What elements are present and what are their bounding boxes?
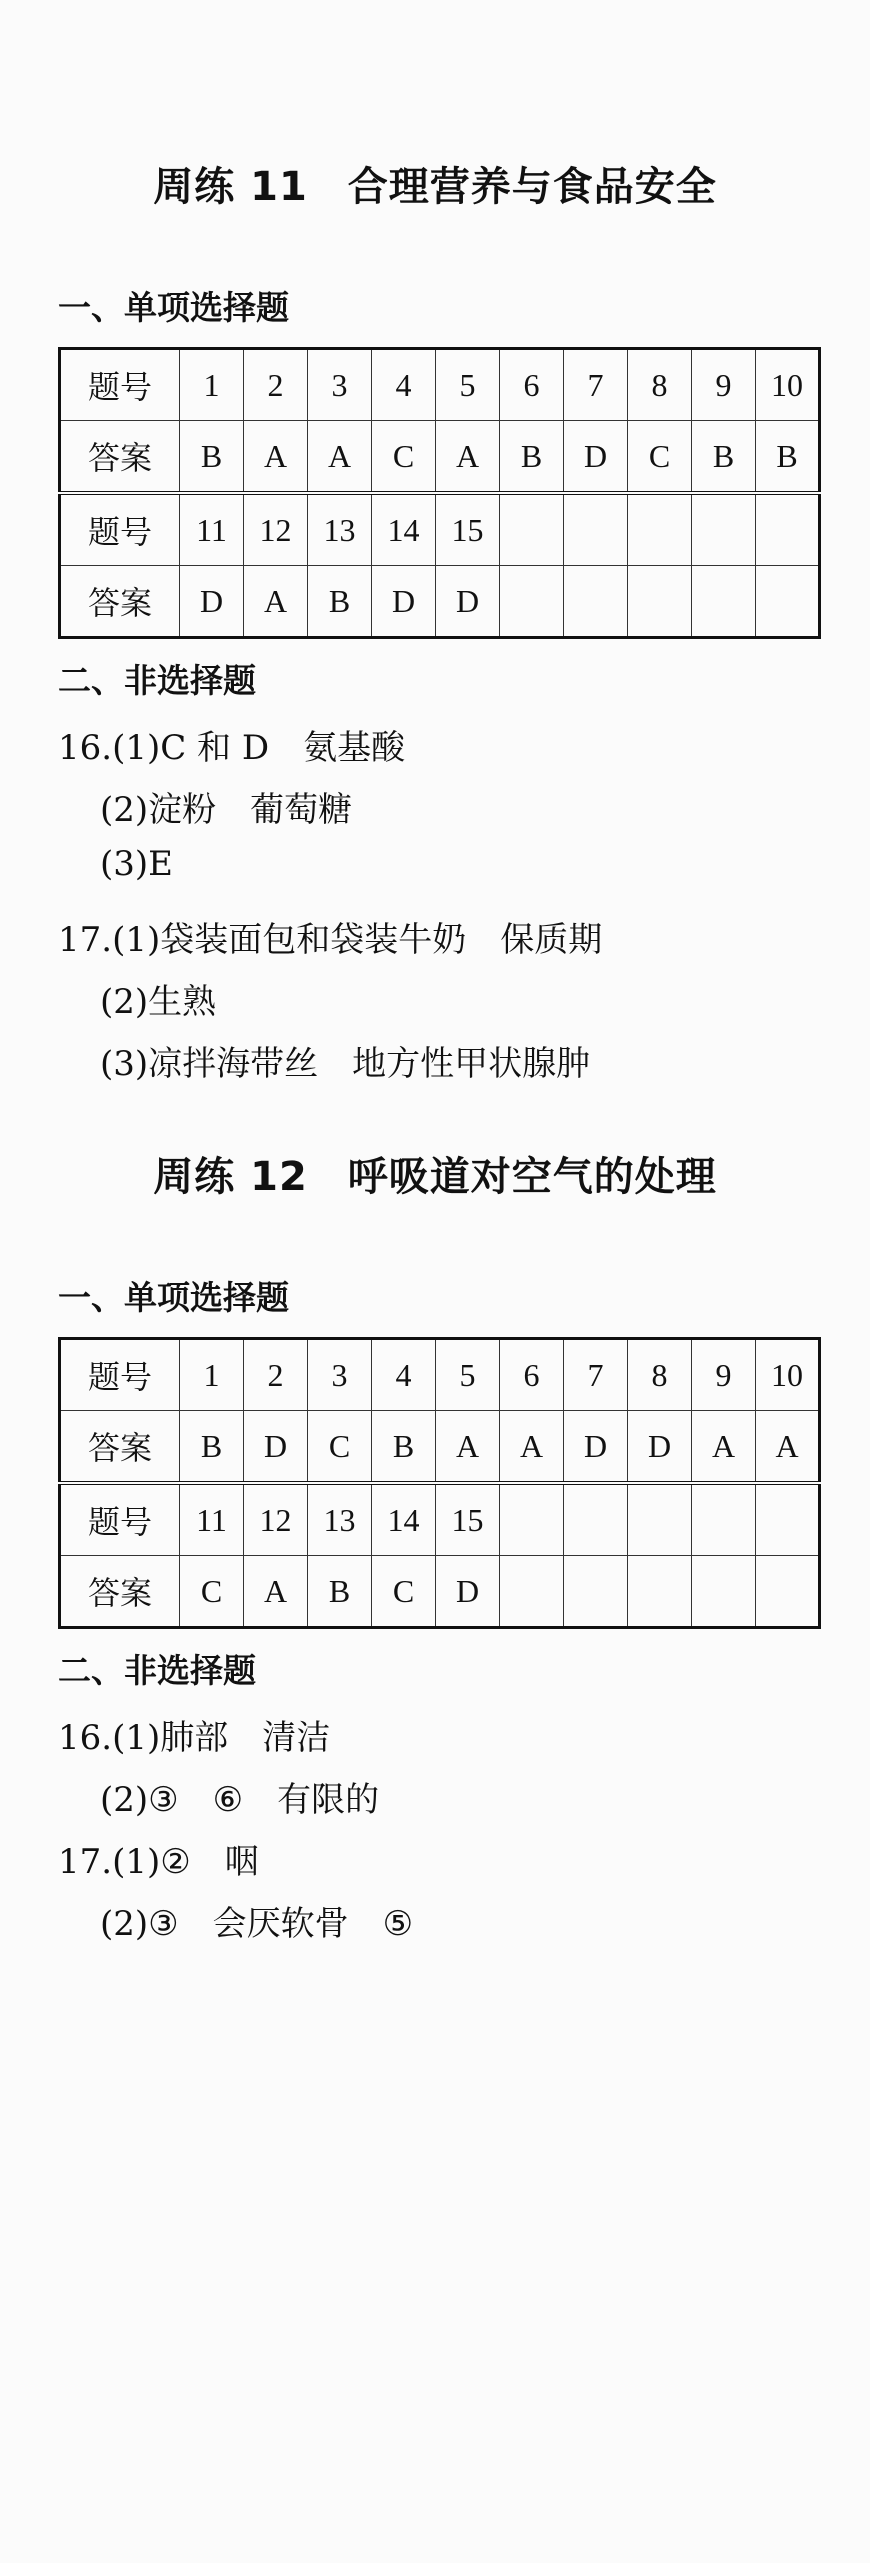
question-number-cell: 12 — [244, 1483, 308, 1556]
table-row — [60, 1339, 820, 1411]
week-12-mc-heading: 一、单项选择题 — [58, 1278, 289, 1317]
question-label: 17.(1) — [58, 920, 161, 960]
answer-text: ③ — [148, 1904, 179, 1944]
answer-line — [58, 1710, 330, 1759]
answer-cell: A — [244, 1556, 308, 1628]
question-number-cell: 9 — [692, 349, 756, 421]
answer-cell: C — [180, 1556, 244, 1628]
question-number-cell: 14 — [372, 1483, 436, 1556]
row-header-question-number: 题号 — [60, 1339, 180, 1411]
answer-text: 氨基酸 — [303, 728, 406, 768]
answer-cell: D — [436, 566, 500, 638]
week-12-number: 周练 12 — [153, 1154, 308, 1200]
question-number-cell — [756, 1483, 820, 1556]
question-label: (2) — [100, 790, 149, 830]
answer-cell — [628, 1556, 692, 1628]
question-label: 16.(1) — [58, 728, 161, 768]
answer-cell: B — [180, 1411, 244, 1484]
answer-cell — [756, 1556, 820, 1628]
question-number-cell — [628, 1483, 692, 1556]
answer-text: ⑤ — [382, 1904, 414, 1944]
table-row — [60, 349, 820, 421]
question-number-cell: 5 — [436, 1339, 500, 1411]
table-row — [60, 1411, 820, 1484]
answer-cell: D — [436, 1556, 500, 1628]
answer-cell — [628, 566, 692, 638]
answer-line — [58, 1834, 259, 1883]
question-number-cell: 13 — [308, 1483, 372, 1556]
question-number-cell: 10 — [756, 349, 820, 421]
answer-cell: D — [564, 421, 628, 494]
question-label: (3) — [100, 1044, 149, 1084]
question-number-cell: 8 — [628, 349, 692, 421]
row-header-answer: 答案 — [60, 1411, 180, 1484]
answer-cell: C — [372, 1556, 436, 1628]
answer-cell: D — [564, 1411, 628, 1484]
answer-cell — [692, 566, 756, 638]
answer-text: ⑥ — [212, 1780, 244, 1820]
answer-text: 会厌软骨 — [212, 1904, 349, 1944]
question-number-cell: 7 — [564, 349, 628, 421]
row-header-question-number: 题号 — [60, 349, 180, 421]
answer-text: 肺部 — [160, 1718, 229, 1758]
answer-cell: B — [692, 421, 756, 494]
answer-cell: D — [180, 566, 244, 638]
table-row — [60, 566, 820, 638]
answer-cell: B — [308, 566, 372, 638]
question-number-cell: 15 — [436, 1483, 500, 1556]
week-11-number: 周练 11 — [153, 164, 308, 210]
answer-line — [100, 844, 173, 884]
answer-text: 凉拌海带丝 — [148, 1044, 319, 1084]
answer-cell — [500, 566, 564, 638]
week-11-title — [0, 155, 870, 212]
answer-cell: A — [500, 1411, 564, 1484]
answer-cell: C — [628, 421, 692, 494]
answer-cell: A — [244, 421, 308, 494]
answer-text: 地方性甲状腺肿 — [352, 1044, 591, 1084]
question-number-cell — [756, 493, 820, 566]
table-row — [60, 493, 820, 566]
question-number-cell: 12 — [244, 493, 308, 566]
week-12-topic: 呼吸道对空气的处理 — [347, 1154, 717, 1200]
answer-cell: A — [244, 566, 308, 638]
row-header-answer: 答案 — [60, 1556, 180, 1628]
question-label: (2) — [100, 982, 149, 1022]
answer-text: 保质期 — [500, 920, 603, 960]
question-number-cell — [500, 1483, 564, 1556]
answer-cell: C — [372, 421, 436, 494]
question-number-cell — [692, 493, 756, 566]
row-header-answer: 答案 — [60, 566, 180, 638]
answer-cell: A — [436, 1411, 500, 1484]
question-number-cell: 1 — [180, 1339, 244, 1411]
week-11-mc-heading: 一、单项选择题 — [58, 288, 289, 327]
answer-line — [58, 912, 602, 961]
answer-cell: D — [244, 1411, 308, 1484]
answer-text: 葡萄糖 — [250, 790, 353, 830]
row-header-question-number: 题号 — [60, 493, 180, 566]
answer-text: E — [148, 844, 173, 884]
week-12-free-heading: 二、非选择题 — [58, 1651, 256, 1690]
question-number-cell: 2 — [244, 349, 308, 421]
question-number-cell: 14 — [372, 493, 436, 566]
answer-cell — [564, 566, 628, 638]
answer-text: 袋装面包和袋装牛奶 — [160, 920, 467, 960]
question-label: 16.(1) — [58, 1718, 161, 1758]
question-number-cell: 15 — [436, 493, 500, 566]
answer-cell — [564, 1556, 628, 1628]
answer-cell: A — [436, 421, 500, 494]
answer-text: ③ — [148, 1780, 179, 1820]
answer-line — [100, 1772, 379, 1821]
question-number-cell — [564, 1483, 628, 1556]
week-12-answer-table — [58, 1337, 821, 1629]
row-header-answer: 答案 — [60, 421, 180, 494]
question-number-cell: 4 — [372, 1339, 436, 1411]
answer-cell: A — [308, 421, 372, 494]
question-number-cell: 3 — [308, 349, 372, 421]
answer-text: C 和 D — [160, 728, 270, 768]
answer-line — [58, 720, 405, 769]
answer-text: 生熟 — [148, 982, 217, 1022]
question-number-cell: 2 — [244, 1339, 308, 1411]
table-row — [60, 1556, 820, 1628]
row-header-question-number: 题号 — [60, 1483, 180, 1556]
question-number-cell: 10 — [756, 1339, 820, 1411]
answer-line — [100, 782, 352, 831]
question-number-cell: 5 — [436, 349, 500, 421]
question-number-cell: 13 — [308, 493, 372, 566]
question-number-cell: 11 — [180, 1483, 244, 1556]
question-label: (2) — [100, 1904, 149, 1944]
question-number-cell: 7 — [564, 1339, 628, 1411]
question-label: (2) — [100, 1780, 149, 1820]
question-number-cell: 9 — [692, 1339, 756, 1411]
question-number-cell: 4 — [372, 349, 436, 421]
answer-cell: D — [372, 566, 436, 638]
answer-line — [100, 1036, 590, 1085]
question-number-cell — [564, 493, 628, 566]
answer-text: ② — [160, 1842, 191, 1882]
question-number-cell: 6 — [500, 349, 564, 421]
week-12-title — [0, 1145, 870, 1202]
answer-cell: C — [308, 1411, 372, 1484]
question-number-cell: 8 — [628, 1339, 692, 1411]
question-number-cell: 6 — [500, 1339, 564, 1411]
answer-cell: A — [692, 1411, 756, 1484]
answer-cell: D — [628, 1411, 692, 1484]
answer-text: 咽 — [224, 1842, 259, 1882]
answer-text: 有限的 — [277, 1780, 380, 1820]
week-11-topic: 合理营养与食品安全 — [347, 164, 717, 210]
answer-line — [100, 974, 216, 1023]
answer-cell — [500, 1556, 564, 1628]
answer-cell: B — [756, 421, 820, 494]
question-number-cell — [628, 493, 692, 566]
question-number-cell — [692, 1483, 756, 1556]
answer-cell: B — [308, 1556, 372, 1628]
answer-text: 淀粉 — [148, 790, 217, 830]
question-number-cell: 1 — [180, 349, 244, 421]
question-label: 17.(1) — [58, 1842, 161, 1882]
answer-line — [100, 1896, 413, 1945]
question-number-cell: 11 — [180, 493, 244, 566]
week-11-answer-table — [58, 347, 821, 639]
question-number-cell: 3 — [308, 1339, 372, 1411]
question-label: (3) — [100, 844, 149, 884]
answer-text: 清洁 — [262, 1718, 331, 1758]
answer-cell — [756, 566, 820, 638]
question-number-cell — [500, 493, 564, 566]
answer-cell — [692, 1556, 756, 1628]
answer-cell: B — [372, 1411, 436, 1484]
table-row — [60, 1483, 820, 1556]
table-row — [60, 421, 820, 494]
answer-cell: B — [500, 421, 564, 494]
answer-cell: B — [180, 421, 244, 494]
answer-cell: A — [756, 1411, 820, 1484]
week-11-free-heading: 二、非选择题 — [58, 661, 256, 700]
